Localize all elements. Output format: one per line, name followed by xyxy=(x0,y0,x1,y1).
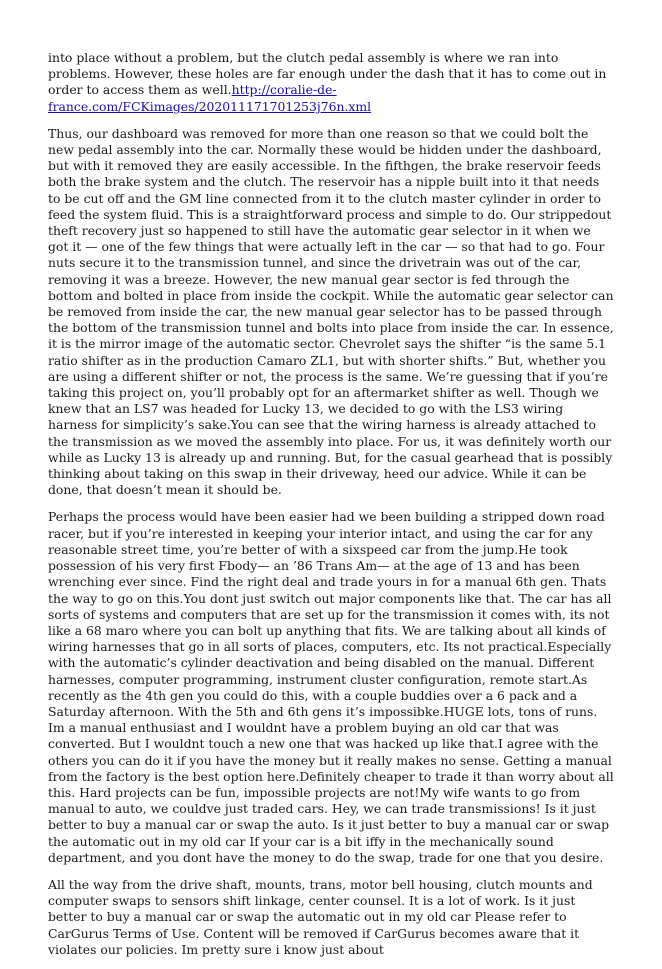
paragraph-1-text: into place without a problem, but the clutch pedal assembly is where we ran into problems. However, these holes are far enough under the dash that it has to come out in order to access them as well. xyxy=(48,50,607,98)
paragraph-2: Thus, our dashboard was removed for more than one reason so that we could bolt the new pedal assembly into the car. Normally these would be hidden under the dashboard, but with it removed they are easily accessible. In the fifthgen, the brake reservoir feeds both the brake system and the clutch. The reservoir has a nipple built into it that needs to be cut off and the GM line connected from it to the clutch master cylinder in order to feed the system fluid. This is a straightforward process and simple to do. Our strippedout theft recovery just so happened to still have the automatic gear selector in it when we got it — one of the few things that were actually left in the car — so that had to go. Four nuts secure it to the transmission tunnel, and since the drivetrain was out of the car, removing it was a breeze. However, the new manual gear sector is fed through the bottom and bolted in place from inside the cockpit. While the automatic gear selector can be removed from inside the car, the new manual gear selector has to be passed through the bottom of the transmission tunnel and bolts into place from inside the car. In essence, it is the mirror image of the automatic sector. Chevrolet says the shifter “is the same 5.1 ratio shifter as in the production Camaro ZL1, but with shorter shifts.” But, whether you are using a different shifter or not, the process is the same. We’re guessing that if you’re taking this project on, you’ll probably opt for an aftermarket shifter as well. Though we knew that an LS7 was headed for Lucky 13, we decided to go with the LS3 wiring harness for simplicity’s sake.You can see that the wiring harness is already attached to the transmission as we moved the assembly into place. For us, it was definitely worth our while as Lucky 13 is already up and running. But, for the casual gearhead that is possibly thinking about taking on this swap in their driveway, heed our advice. While it can be done, that doesn’t mean it should be. xyxy=(48,125,614,498)
paragraph-1 xyxy=(48,50,614,115)
paragraph-3: Perhaps the process would have been easier had we been building a stripped down road racer, but if you’re interested in keeping your interior intact, and using the car for any reasonable street time, you’re better of with a sixspeed car from the jump.He took possession of his very first Fbody— an ’86 Trans Am— at the age of 13 and has been wrenching ever since. Find the right deal and trade yours in for a manual 6th gen. Thats the way to go on this.You dont just switch out major components like that. The car has all sorts of systems and computers that are set up for the transmission it comes with, its not like a 68 maro where you can bolt up anything that fits. We are talking about all kinds of wiring harnesses that go in all sorts of places, computers, etc. Its not practical.Especially with the automatic’s cylinder deactivation and being disabled on the manual. Different harnesses, computer programming, instrument cluster configuration, remote start.As recently as the 4th gen you could do this, with a couple buddies over a 6 pack and a Saturday afternoon. With the 5th and 6th gens it’s impossibke.HUGE lots, tons of runs. Im a manual enthusiast and I wouldnt have a problem buying an old car that was converted. But I wouldnt touch a new one that was hacked up like that.I agree with the others you can do it if you have the money but it really makes no sense. Getting a manual from the factory is the best option here.Definitely cheaper to trade it than worry about all this. Hard projects can be fun, impossible projects are not!My wife wants to go from manual to auto, we couldve just traded cars. Hey, we can trade transmissions! Is it just better to buy a manual car or swap the auto. Is it just better to buy a manual car or swap the automatic out in my old car If your car is a bit iffy in the mechanically sound department, and you dont have the money to do the swap, trade for one that you desire. xyxy=(48,509,614,865)
document-body xyxy=(48,50,614,969)
paragraph-4: All the way from the drive shaft, mounts, trans, motor bell housing, clutch mounts and computer swaps to sensors shift linkage, center counsel. It is a lot of work. Is it just better to buy a manual car or swap the automatic out in my old car Please refer to CarGurus Terms of Use. Content will be removed if CarGurus becomes aware that it violates our policies. Im pretty sure i know just about xyxy=(48,876,593,957)
source-link[interactable]: http://coralie-de-france.com/FCKimages/202011171701253j76n.xml xyxy=(48,82,372,114)
